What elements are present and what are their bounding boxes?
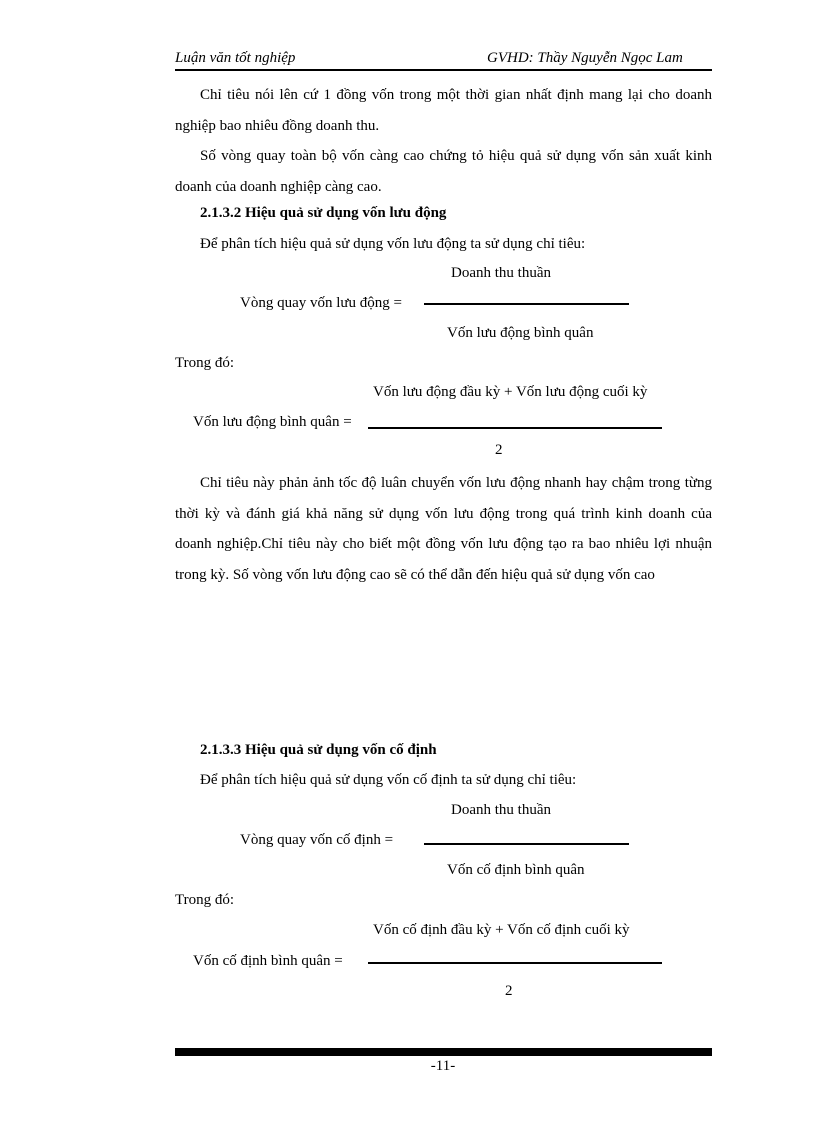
formula3-denominator: Vốn cố định bình quân: [447, 862, 585, 878]
section-heading-working-capital: 2.1.3.2 Hiệu quả sử dụng vốn lưu động: [200, 205, 447, 221]
formula3-numerator: Doanh thu thuần: [451, 802, 551, 818]
intro-block: [175, 80, 712, 202]
header-right-advisor: GVHD: Thầy Nguyễn Ngọc Lam: [487, 50, 683, 66]
section-intro-fixed-capital: Để phân tích hiệu quả sử dụng vốn cố định ta sử dụng chỉ tiêu:: [200, 772, 577, 788]
page-number: -11-: [430, 1058, 456, 1074]
footer-rule: [175, 1048, 712, 1056]
formula4-label: Vốn cố định bình quân =: [193, 953, 343, 969]
formula4-fraction-bar: [368, 962, 662, 964]
where-label-1: Trong đó:: [175, 355, 235, 371]
formula2-label: Vốn lưu động bình quân =: [193, 414, 352, 430]
explanation-paragraph: Chỉ tiêu này phản ảnh tốc độ luân chuyển vốn lưu động nhanh hay chậm trong từng thời kỳ và đánh giá khả năng sử dụng vốn lưu động trong quá trình kinh doanh của doanh nghiệp.Chỉ tiêu này cho biết một đồng vốn lưu động tạo ra bao nhiêu lợi nhuận trong kỳ. Số vòng vốn lưu động cao sẽ có thể dẫn đến hiệu quả sử dụng vốn cao: [175, 475, 712, 583]
formula2-numerator: Vốn lưu động đầu kỳ + Vốn lưu động cuối kỳ: [373, 384, 648, 400]
header-rule: [175, 69, 712, 71]
formula2-denominator: 2: [495, 442, 503, 458]
section-intro-working-capital: Để phân tích hiệu quả sử dụng vốn lưu động ta sử dụng chỉ tiêu:: [200, 236, 586, 252]
where-label-2: Trong đó:: [175, 892, 235, 908]
formula1-numerator: Doanh thu thuần: [451, 265, 551, 281]
formula1-label: Vòng quay vốn lưu động =: [240, 295, 402, 311]
formula3-fraction-bar: [424, 843, 629, 845]
formula4-denominator: 2: [505, 983, 513, 999]
explanation-block: [175, 468, 712, 590]
formula2-fraction-bar: [368, 427, 662, 429]
formula4-numerator: Vốn cố định đầu kỳ + Vốn cố định cuối kỳ: [373, 922, 630, 938]
intro-paragraph-2: Số vòng quay toàn bộ vốn càng cao chứng tỏ hiệu quả sử dụng vốn sản xuất kinh doanh của doanh nghiệp càng cao.: [175, 148, 712, 195]
formula3-label: Vòng quay vốn cố định =: [240, 832, 394, 848]
header-left-title: Luận văn tốt nghiệp: [175, 50, 296, 66]
section-heading-fixed-capital: 2.1.3.3 Hiệu quả sử dụng vốn cố định: [200, 742, 437, 758]
formula1-denominator: Vốn lưu động bình quân: [447, 325, 594, 341]
intro-paragraph-1: Chỉ tiêu nói lên cứ 1 đồng vốn trong một thời gian nhất định mang lại cho doanh nghiệp bao nhiêu đồng doanh thu.: [175, 87, 712, 134]
formula1-fraction-bar: [424, 303, 629, 305]
